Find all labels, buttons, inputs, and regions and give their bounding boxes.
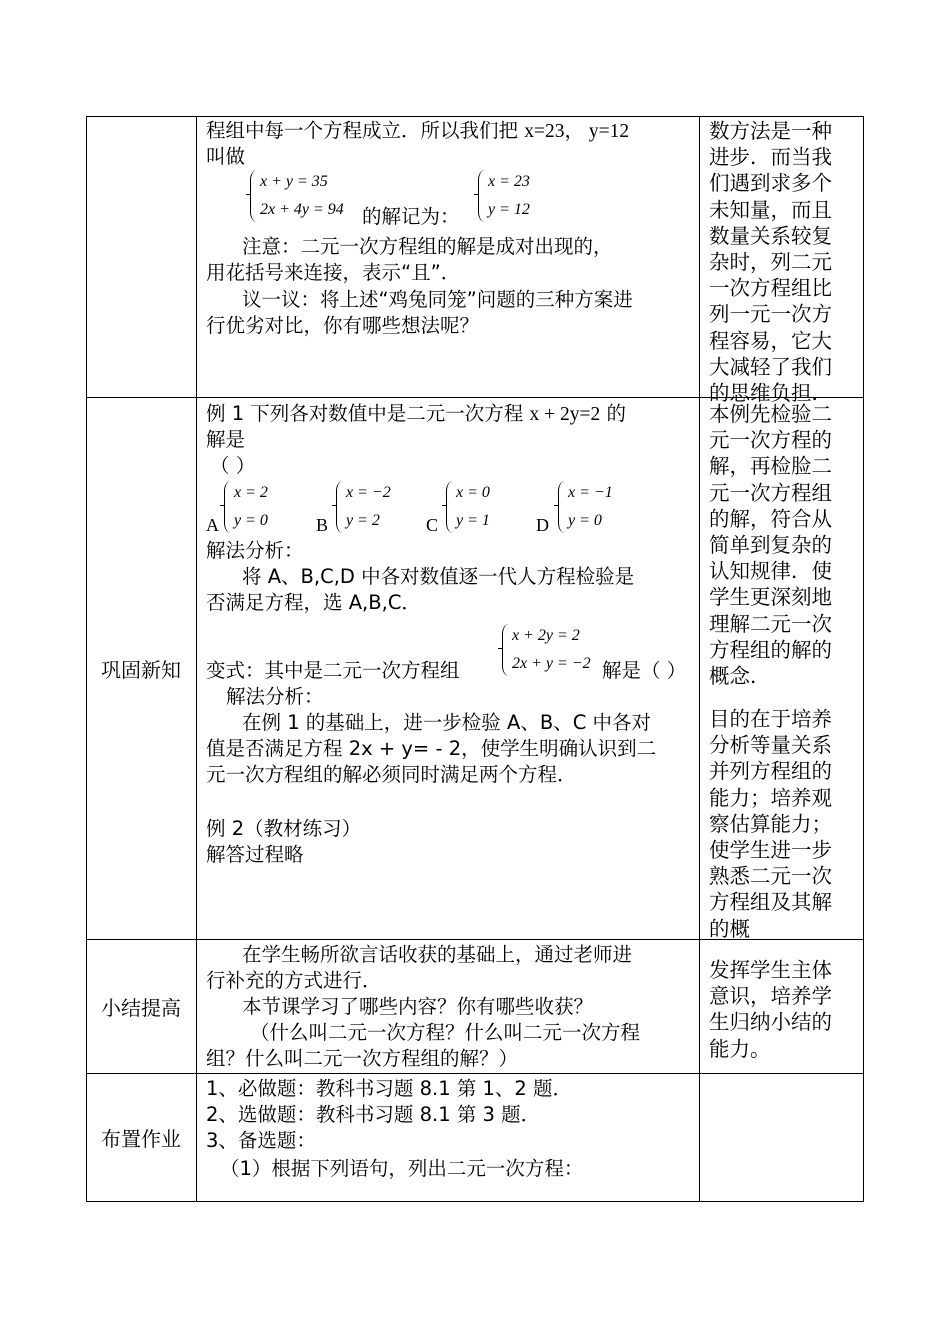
content-line: 叫做 xyxy=(206,145,246,168)
equation: x = 0 xyxy=(456,484,490,501)
equation: x = 2 xyxy=(234,484,268,501)
table-border-bottom xyxy=(86,1201,864,1202)
brace-icon xyxy=(478,170,486,222)
lesson-plan-table xyxy=(86,116,864,1202)
content-line: 解法分析： xyxy=(206,539,304,562)
note-line: 杂时，列二元 xyxy=(709,250,832,275)
note-line: 元一次方程的 xyxy=(709,428,832,453)
equation: y = 1 xyxy=(456,512,490,529)
teaching-note xyxy=(709,118,867,406)
equation: y = 12 xyxy=(488,201,530,218)
note-line: 生归纳小结的 xyxy=(709,1010,832,1035)
content-line: 在学生畅所欲言话收获的基础上，通过老师进 xyxy=(242,943,633,966)
text-fragment: 的 xyxy=(600,402,626,425)
content-line: 行优劣对比，你有哪些想法呢？ xyxy=(206,314,480,337)
equation: x = −1 xyxy=(568,484,613,501)
teaching-note xyxy=(709,706,867,942)
note-line: 方程组的解的 xyxy=(709,637,832,662)
note-line: 列一元一次方 xyxy=(709,302,832,327)
note-line: 能力；培养观 xyxy=(709,785,832,810)
note-cell xyxy=(699,397,863,939)
note-line: 目的在于培养 xyxy=(709,707,832,731)
equation: x + 2y = 2 xyxy=(512,627,580,644)
text-fragment: 例 1 下列各对数值中是二元一次方程 xyxy=(206,402,530,425)
content-line: 否满足方程，选 A,B,C． xyxy=(206,591,421,614)
content-line: 在例 1 的基础上，进一步检验 A、B、C 中各对 xyxy=(242,711,652,734)
note-line: 熟悉二元一次 xyxy=(709,864,832,889)
note-line: 能力。 xyxy=(709,1036,771,1061)
content-line: 解法分析： xyxy=(226,685,324,708)
note-line: 并列方程组的 xyxy=(709,759,832,784)
teaching-note xyxy=(709,957,867,1062)
content-line: 例 2（教材练习） xyxy=(206,817,362,840)
content-cell xyxy=(196,116,699,397)
brace-icon xyxy=(446,481,454,533)
note-line: 解，再检脸二 xyxy=(709,454,832,479)
content-line: 组？什么叫二元一次方程组的解？） xyxy=(206,1047,519,1070)
note-line: 大减轻了我们 xyxy=(709,354,832,379)
note-line: 简单到复杂的 xyxy=(709,533,832,558)
content-line: 解答过程略 xyxy=(206,843,304,866)
table-row xyxy=(86,397,864,939)
row-label: 巩固新知 xyxy=(101,657,181,682)
content-line: 3、备选题： xyxy=(206,1129,316,1152)
equation: y = 0 xyxy=(234,512,268,529)
content-cell xyxy=(196,1073,699,1201)
note-line: 察估算能力； xyxy=(709,811,832,836)
note-line: 概念． xyxy=(709,664,771,689)
content-line: （什么叫二元一次方程？什么叫二元一次方程 xyxy=(250,1021,641,1044)
option-letter: D xyxy=(536,515,549,535)
teaching-note xyxy=(709,401,867,689)
table-row xyxy=(86,939,864,1073)
note-cell xyxy=(699,1073,863,1201)
answer-blank: （ ） xyxy=(210,454,256,477)
note-line: 一次方程组比 xyxy=(709,276,832,301)
math-fragment: x=23， y=12 xyxy=(524,121,630,142)
content-line: 元一次方程组的解必须同时满足两个方程． xyxy=(206,763,577,786)
math-fragment: x + 2y=2 xyxy=(529,404,601,425)
content-line: 用花括号来连接，表示“且”． xyxy=(206,261,461,284)
option-letter: C xyxy=(426,515,439,535)
note-line: 进步．而当我 xyxy=(709,145,832,170)
note-line: 的解，符合从 xyxy=(709,506,832,531)
content-cell xyxy=(196,397,699,939)
note-line: 未知量，而且 xyxy=(709,197,832,222)
table-row xyxy=(86,116,864,406)
equation: y = 0 xyxy=(568,512,602,529)
note-cell xyxy=(699,116,863,406)
equation: x = −2 xyxy=(346,484,391,501)
note-line: 方程组及其解 xyxy=(709,890,832,915)
content-line: 1、必做题：教科书习题 8.1 第 1、2 题． xyxy=(206,1077,573,1100)
option-letter: B xyxy=(316,515,329,535)
content-line: 本节课学习了哪些内容？你有哪些收获？ xyxy=(242,995,594,1018)
note-line: 认知规律．使 xyxy=(709,559,832,584)
content-line: 解是 xyxy=(206,428,246,451)
note-line: 元一次方程组 xyxy=(709,480,832,505)
content-line: 将 A、B,C,D 中各对数值逐一代人方程检验是 xyxy=(242,565,635,588)
note-cell xyxy=(699,939,863,1073)
option-letter: A xyxy=(206,515,219,535)
row-label: 小结提高 xyxy=(101,995,181,1020)
brace-icon xyxy=(502,624,510,676)
content-line: 值是否满足方程 2x + y= - 2，使学生明确认识到二 xyxy=(206,737,657,760)
note-line: 程容易，它大 xyxy=(709,328,832,353)
note-line: 的概 xyxy=(709,916,750,941)
content-line: 2、选做题：教科书习题 8.1 第 3 题． xyxy=(206,1103,541,1126)
brace-icon xyxy=(336,481,344,533)
content-line: 议一议：将上述“鸡兔同笼”问题的三种方案进 xyxy=(242,288,633,311)
table-row xyxy=(86,1073,864,1201)
equation: x + y = 35 xyxy=(260,173,328,190)
note-line: 理解二元一次 xyxy=(709,611,832,636)
note-line: 发挥学生主体 xyxy=(709,958,832,982)
content-line: 解是（ ） xyxy=(602,659,687,682)
content-line: 注意：二元一次方程组的解是成对出现的， xyxy=(242,235,613,258)
equation: y = 2 xyxy=(346,512,380,529)
note-line: 分析等量关系 xyxy=(709,733,832,758)
note-line: 使学生进一步 xyxy=(709,838,832,863)
note-line: 们遇到求多个 xyxy=(709,171,832,196)
content-line xyxy=(206,118,629,145)
note-line: 的思维负担． xyxy=(709,381,832,406)
content-line: 的解记为： xyxy=(362,205,460,228)
content-line: （1）根据下列语句，列出二元一次方程： xyxy=(220,1157,584,1180)
note-line: 意识，培养学 xyxy=(709,984,832,1009)
content-line xyxy=(206,401,626,428)
brace-icon xyxy=(250,170,258,222)
equation: 2x + y = −2 xyxy=(512,655,591,672)
content-line: 行补充的方式进行． xyxy=(206,969,382,992)
equation: 2x + 4y = 94 xyxy=(260,201,344,218)
row-label: 布置作业 xyxy=(101,1126,181,1151)
note-line: 学生更深刻地 xyxy=(709,585,832,610)
content-cell xyxy=(196,939,699,1073)
note-line: 数方法是一种 xyxy=(709,119,832,143)
equation: x = 23 xyxy=(488,173,530,190)
brace-icon xyxy=(558,481,566,533)
note-line: 本例先检验二 xyxy=(709,402,832,426)
brace-icon xyxy=(224,481,232,533)
note-line: 数量关系较复 xyxy=(709,223,832,248)
text-fragment: 程组中每一个方程成立．所以我们把 xyxy=(206,119,525,142)
content-line: 变式：其中是二元一次方程组 xyxy=(206,659,460,682)
